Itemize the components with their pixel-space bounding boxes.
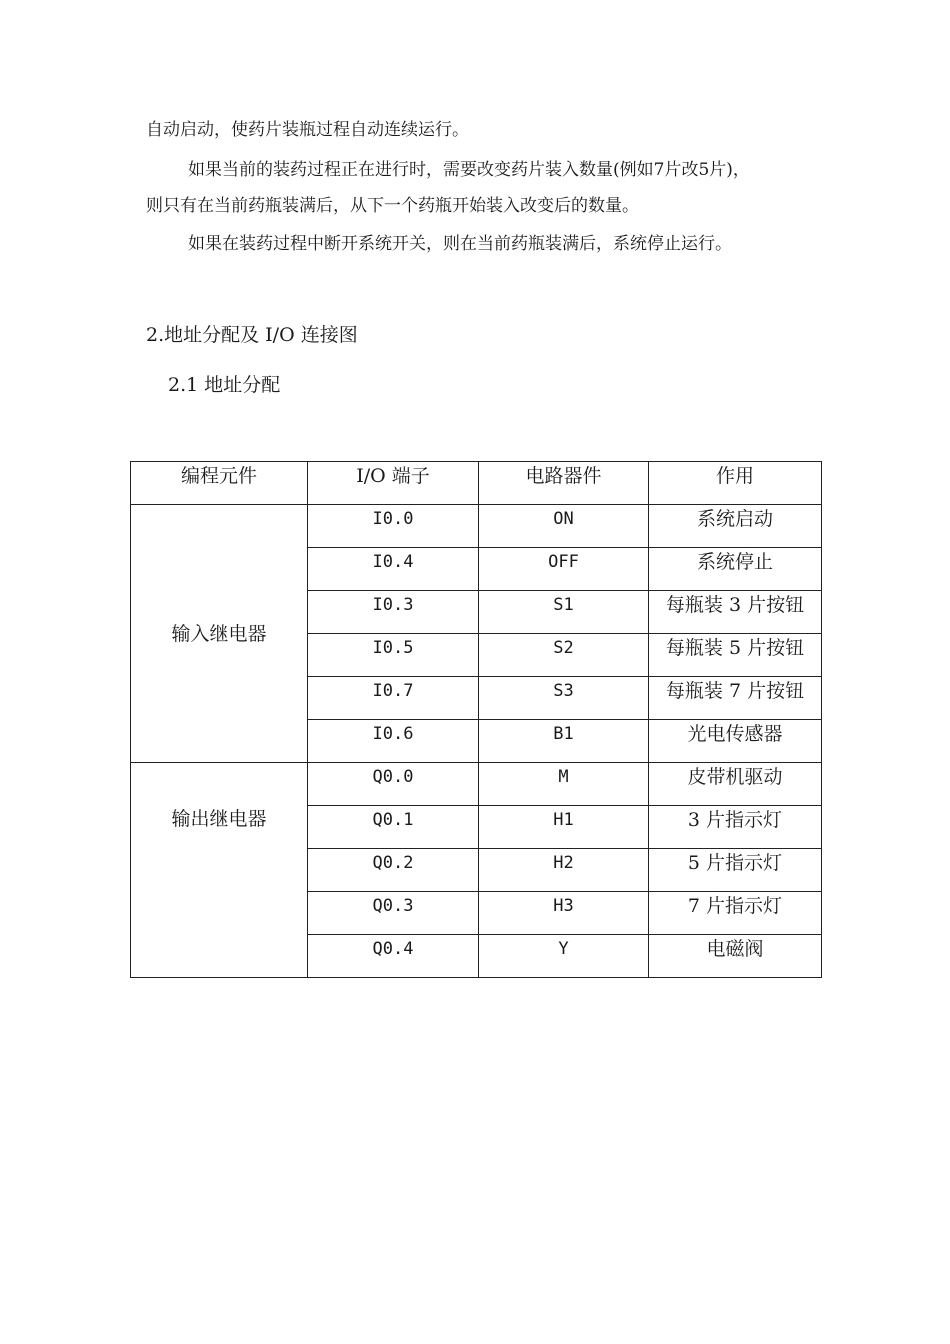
terminal-cell: I0.3: [308, 591, 479, 634]
function-cell: 每瓶装 5 片按钮: [649, 634, 822, 677]
function-cell: 每瓶装 3 片按钮: [649, 591, 822, 634]
terminal-cell: I0.4: [308, 548, 479, 591]
device-cell: H3: [479, 892, 649, 935]
device-cell: S3: [479, 677, 649, 720]
table-header-cell: 编程元件: [131, 462, 308, 505]
device-cell: ON: [479, 505, 649, 548]
device-cell: M: [479, 763, 649, 806]
terminal-cell: Q0.2: [308, 849, 479, 892]
function-cell: 5 片指示灯: [649, 849, 822, 892]
function-cell: 7 片指示灯: [649, 892, 822, 935]
terminal-cell: I0.5: [308, 634, 479, 677]
table-row: [131, 763, 822, 806]
function-cell: 每瓶装 7 片按钮: [649, 677, 822, 720]
table-header-cell: 作用: [649, 462, 822, 505]
device-cell: S1: [479, 591, 649, 634]
subsection-title: 2.1 地址分配: [168, 374, 281, 396]
table-header-cell: I/O 端子: [308, 462, 479, 505]
function-cell: 电磁阀: [649, 935, 822, 978]
group-label-input-relay: 输入继电器: [131, 505, 308, 763]
device-cell: OFF: [479, 548, 649, 591]
device-cell: H1: [479, 806, 649, 849]
device-cell: B1: [479, 720, 649, 763]
paragraph-line-1: 自动启动，使药片装瓶过程自动连续运行。: [146, 120, 469, 140]
table-row: [131, 505, 822, 548]
device-cell: S2: [479, 634, 649, 677]
function-cell: 光电传感器: [649, 720, 822, 763]
function-cell: 皮带机驱动: [649, 763, 822, 806]
table-header-row: [131, 462, 822, 505]
terminal-cell: I0.7: [308, 677, 479, 720]
terminal-cell: Q0.3: [308, 892, 479, 935]
function-cell: 系统启动: [649, 505, 822, 548]
group-label-output-relay: 输出继电器: [131, 763, 308, 978]
paragraph-line-4: 如果在装药过程中断开系统开关，则在当前药瓶装满后，系统停止运行。: [188, 234, 732, 254]
paragraph-line-2: 如果当前的装药过程正在进行时，需要改变药片装入数量(例如7片改5片)，: [188, 160, 750, 180]
terminal-cell: Q0.4: [308, 935, 479, 978]
section-title: 2.地址分配及 I/O 连接图: [146, 324, 358, 346]
terminal-cell: Q0.1: [308, 806, 479, 849]
table-header-cell: 电路器件: [479, 462, 649, 505]
terminal-cell: I0.0: [308, 505, 479, 548]
terminal-cell: Q0.0: [308, 763, 479, 806]
paragraph-line-3: 则只有在当前药瓶装满后，从下一个药瓶开始装入改变后的数量。: [146, 196, 639, 216]
function-cell: 系统停止: [649, 548, 822, 591]
device-cell: H2: [479, 849, 649, 892]
address-allocation-table: [130, 461, 822, 978]
function-cell: 3 片指示灯: [649, 806, 822, 849]
device-cell: Y: [479, 935, 649, 978]
terminal-cell: I0.6: [308, 720, 479, 763]
